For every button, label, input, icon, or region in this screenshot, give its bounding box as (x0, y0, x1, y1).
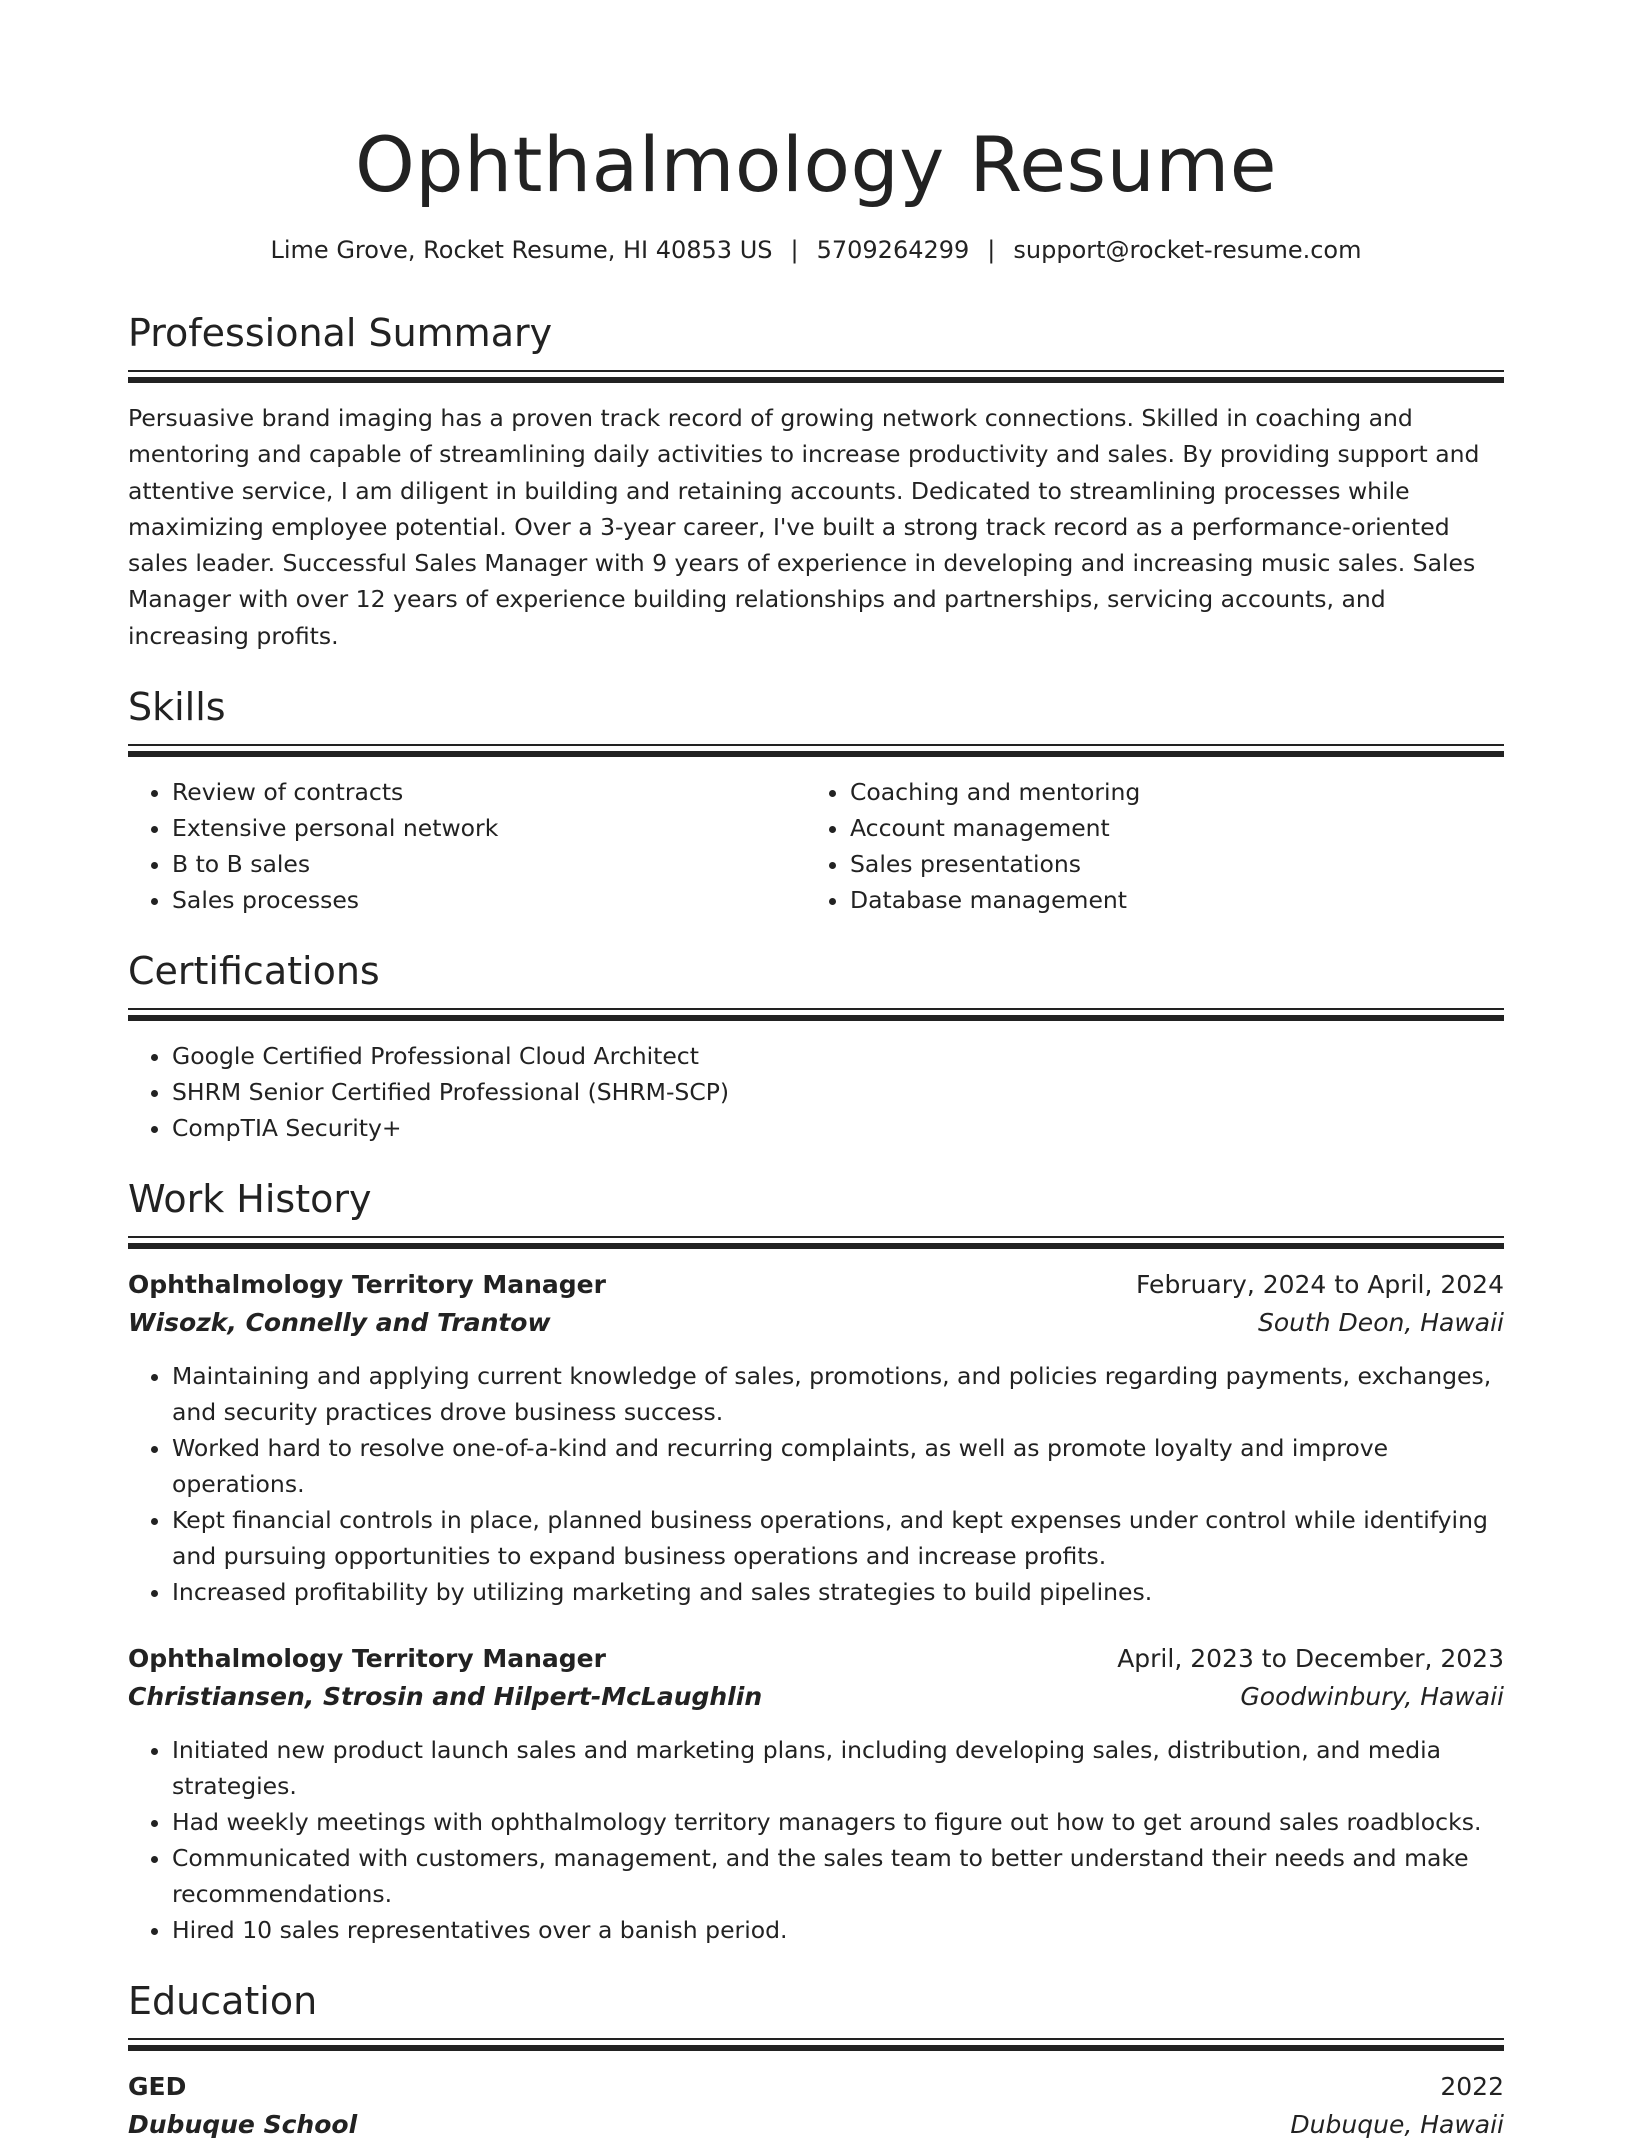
job-company: Wisozk, Connelly and Trantow (128, 1308, 551, 1338)
section-divider (128, 2038, 1504, 2052)
job-bullet: • Maintaining and applying current knowledge of sales, promotions, and policies regarding payments, exchanges, and security practices drove business success. (172, 1358, 1504, 1430)
section-divider (128, 370, 1504, 384)
section-divider (128, 1236, 1504, 1250)
certification-item: • Google Certified Professional Cloud Architect (172, 1038, 1504, 1074)
job-bullet: • Worked hard to resolve one-of-a-kind and recurring complaints, as well as promote loyalty and improve operations. (172, 1430, 1504, 1502)
section-divider (128, 1008, 1504, 1022)
summary-text: Persuasive brand imaging has a proven track record of growing network connections. Skilled in coaching and mentoring and capable of streamlining daily activities to increase productivity and sales. By providing support and attentive service, I am diligent in building and retaining accounts. Dedicated to streamlining processes while maximizing employee potential. Over a 3-year career, I've built a strong track record as a performance-oriented sales leader. Successful Sales Manager with 9 years of experience in developing and increasing music sales. Sales Manager with over 12 years of experience building relationships and partnerships, servicing accounts, and increasing profits. (128, 404, 1480, 650)
certification-item: • SHRM Senior Certified Professional (SHRM-SCP) (172, 1074, 1504, 1110)
certifications-list (128, 1038, 1504, 1146)
job-bullet: • Communicated with customers, management, and the sales team to better understand their needs and make recommendations. (172, 1840, 1504, 1912)
education-school: Dubuque School (128, 2110, 358, 2140)
education-year: 2022 (1440, 2072, 1504, 2102)
education-section (128, 1978, 1504, 2144)
job-dates: April, 2023 to December, 2023 (1117, 1644, 1504, 1674)
skills-column-left (128, 774, 806, 918)
certifications-heading: Certifications (128, 949, 380, 994)
skill-item: • Coaching and mentoring (850, 774, 1484, 810)
job-bullet: • Kept financial controls in place, planned business operations, and kept expenses under control while identifying and pursuing opportunities to expand business operations and increase profits. (172, 1502, 1504, 1574)
skill-item: • Sales processes (172, 882, 806, 918)
certification-item: • CompTIA Security+ (172, 1110, 1504, 1146)
education-header-row (128, 2068, 1504, 2106)
skills-list-left (128, 774, 806, 918)
job-entry (128, 1266, 1504, 1610)
job-title: Ophthalmology Territory Manager (128, 1270, 606, 1300)
certifications-block (128, 1038, 1504, 1146)
resume-page (128, 0, 1504, 2144)
summary-section (128, 310, 1504, 654)
page-title: Ophthalmology Resume (354, 120, 1278, 209)
skill-item: • Sales presentations (850, 846, 1484, 882)
education-entry (128, 2068, 1504, 2144)
work-history-heading: Work History (128, 1177, 372, 1222)
job-company-row (128, 1304, 1504, 1342)
contact-line (128, 232, 1504, 268)
job-header-row (128, 1640, 1504, 1678)
skills-grid (128, 774, 1504, 918)
section-divider (128, 744, 1504, 758)
contact-phone: 5709264299 (816, 236, 970, 264)
job-bullet: • Increased profitability by utilizing marketing and sales strategies to build pipelines. (172, 1574, 1504, 1610)
skill-item: • Database management (850, 882, 1484, 918)
job-bullet: • Initiated new product launch sales and marketing plans, including developing sales, distribution, and media strategies. (172, 1732, 1504, 1804)
job-title: Ophthalmology Territory Manager (128, 1644, 606, 1674)
job-bullet: • Had weekly meetings with ophthalmology territory managers to figure out how to get around sales roadblocks. (172, 1804, 1504, 1840)
skill-item: • Review of contracts (172, 774, 806, 810)
contact-address: Lime Grove, Rocket Resume, HI 40853 US (270, 236, 773, 264)
skills-column-right (806, 774, 1484, 918)
skills-section (128, 684, 1504, 918)
contact-separator: | (987, 236, 996, 264)
job-location: Goodwinbury, Hawaii (1240, 1682, 1504, 1712)
job-bullets (128, 1732, 1504, 1948)
education-degree: GED (128, 2072, 187, 2102)
education-location: Dubuque, Hawaii (1290, 2110, 1504, 2140)
summary-heading: Professional Summary (128, 311, 553, 355)
skills-heading: Skills (128, 685, 226, 730)
skills-list-right (806, 774, 1484, 918)
skill-item: • B to B sales (172, 846, 806, 882)
job-company-row (128, 1678, 1504, 1716)
work-history-section (128, 1176, 1504, 1948)
education-heading: Education (128, 1979, 318, 2024)
skill-item: • Account management (850, 810, 1484, 846)
contact-email: support@rocket-resume.com (1013, 236, 1362, 264)
contact-separator: | (790, 236, 799, 264)
job-dates: February, 2024 to April, 2024 (1136, 1270, 1504, 1300)
job-header-row (128, 1266, 1504, 1304)
job-entry (128, 1640, 1504, 1948)
job-bullets (128, 1358, 1504, 1610)
job-location: South Deon, Hawaii (1257, 1308, 1504, 1338)
certifications-section (128, 948, 1504, 1146)
job-company: Christiansen, Strosin and Hilpert-McLaughlin (128, 1682, 763, 1712)
skill-item: • Extensive personal network (172, 810, 806, 846)
job-bullet: • Hired 10 sales representatives over a banish period. (172, 1912, 1504, 1948)
